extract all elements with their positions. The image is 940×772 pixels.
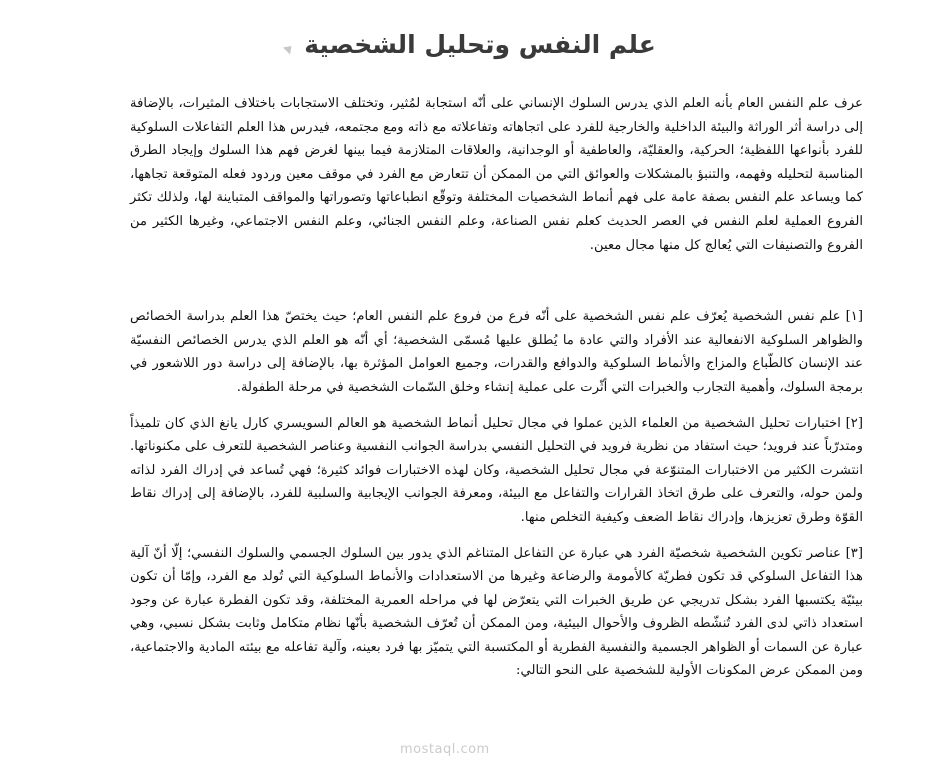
title-row (0, 30, 940, 59)
paragraph-intro: عرف علم النفس العام بأنه العلم الذي يدرس السلوك الإنساني على أنّه استجابة لمُثير، وتختلف الاستجابات باختلاف المثيرات، بالإضافة إلى دراسة أثر الوراثة والبيئة الداخلية والخارجية للفرد على اتجاهاته وتفاعلاته مع ذاته ومع مجتمعه، فيدرس هذا العلم التفاعلات السلوكية للفرد بأنواعها اللفظية؛ الحركية، والعقليّة، والعاطفية أو الوجدانية، والعلاقات المتلازمة فيما بينها لغرض فهم هذا السلوك وإيجاد الطرق المناسبة لتحليله وفهمه، والتنبؤ بالمشكلات والعوائق التي من الممكن أن تتعارض مع الفرد في موقف معين وردود فعله المتوقعة تجاهها، كما ويساعد علم النفس بصفة عامة على فهم أنماط الشخصيات المختلفة وتوقّع انطباعاتها وتصوراتها والمواقف المتباينة لها، ولذلك تكثر الفروع العملية لعلم النفس في العصر الحديث كعلم نفس الصناعة، وعلم النفس الجنائي، وعلم النفس الاجتماعي، وغيرها الكثير من الفروع والتصنيفات التي يُعالج كل منها مجال معين. (130, 96, 863, 253)
watermark-text: mostaql.com (400, 742, 490, 757)
paragraph-personality-elements: [٣] عناصر تكوين الشخصية شخصيّة الفرد هي عبارة عن التفاعل المتناغم الذي يدور بين السلوك الجسمي والسلوك النفسي؛ إلّا أنّ آلية هذا التفاعل السلوكي قد تكون فطريّة كالأمومة والرضاعة وغيرها من الاستعدادات والأنماط السلوكية التي تُولد مع الفرد، وإمّا أن تكون بيئيّة يكتسبها الفرد بشكل تدريجي عن طريق الخبرات التي يتعرّض لها في مراحله العمرية المختلفة، وقد تكون الفطرة عبارة عن وجود استعداد ذاتي لدى الفرد تُنشّطه الظروف والأحوال البيئية، ومن الممكن أن تُعرّف الشخصية بأنّها نظام متكامل وثابت بشكل نسبي، وهي عبارة عن السمات أو الظواهر الجسمية والنفسية الفطرية أو المكتسبة التي يتميّز بها فرد بعينه، وآلية تفاعله مع بيئته المادية والاجتماعية، ومن الممكن عرض المكونات الأولية للشخصية على النحو التالي: (130, 545, 863, 679)
heading-collapse-icon[interactable] (283, 42, 295, 54)
document-body (130, 92, 863, 695)
paragraph-personality-psychology: [١] علم نفس الشخصية يُعرّف علم نفس الشخصية على أنّه فرع من فروع علم النفس العام؛ حيث يختصّ هذا العلم بدراسة الخصائص والظواهر السلوكية الانفعالية عند الأفراد والتي عادة ما يُطلق عليها مُسمّى الشخصية؛ أي أنّه هو العلم الذي يدرس الخصائص النفسيّة عند الإنسان كالطّباع والمزاج والأنماط السلوكية والدوافع والقدرات، وجميع العوامل المؤثرة بها، بالإضافة إلى دراسة دور اللاشعور في برمجة السلوك، وأهمية التجارب والخبرات التي أثّرت على عملية إنشاء وخلق السّمات الشخصية في مرحلة الطفولة. (130, 309, 863, 395)
paragraph-personality-tests: [٢] اختبارات تحليل الشخصية من العلماء الذين عملوا في مجال تحليل أنماط الشخصية هو العالم السويسري كارل يانغ الذي كان تلميذاً ومتدرّباً عند فرويد؛ حيث استفاد من نظرية فرويد في التحليل النفسي بدراسة الجوانب النفسية وعناصر الشخصية للتعرف على مكنوناتها. انتشرت الكثير من الاختبارات المتنوّعة في مجال تحليل الشخصية، وكان لهذه الاختبارات فوائد كثيرة؛ فهي تُساعد في إدراك الفرد لذاته ولمن حوله، والتعرف على طرق اتخاذ القرارات والتفاعل مع البيئة، ومعرفة الجوانب الإيجابية والسلبية للفرد، بالإضافة إلى إدراك نقاط القوّة وطرق تعزيزها، وإدراك نقاط الضعف وكيفية التخلص منها. (130, 415, 863, 525)
document-title: علم النفس وتحليل الشخصية (304, 30, 656, 59)
